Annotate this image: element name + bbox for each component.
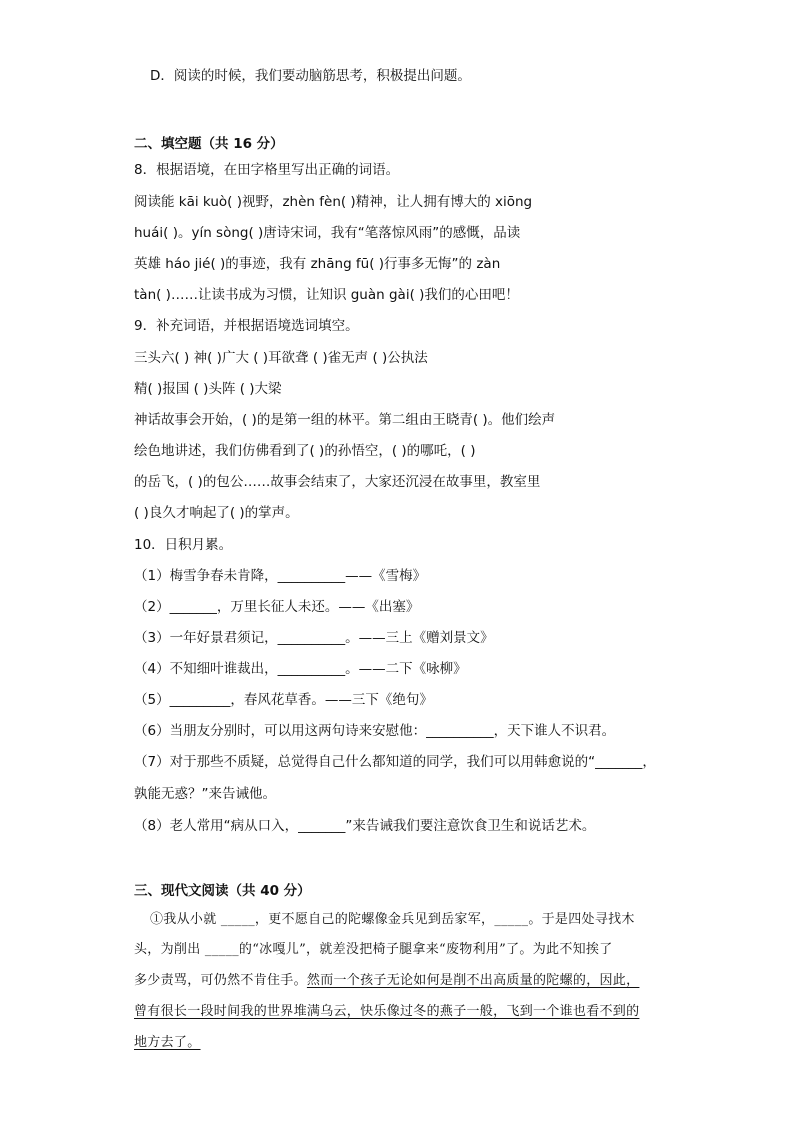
option-d: D．阅读的时候，我们要动脑筋思考，积极提出问题。	[150, 68, 471, 84]
question-8-line: 阅读能 kāi kuò( )视野，zhèn fèn( )精神，让人拥有博大的 xiōng	[134, 194, 533, 210]
question-9-prompt: 9．补充词语，并根据语境选词填空。	[134, 318, 359, 334]
question-8-line: tàn( )……让读书成为习惯，让知识 guàn gài( )我们的心田吧！	[134, 287, 519, 303]
question-8-line: huái( )。yín sòng( )唐诗宋词，我有“笔落惊风雨”的感慨，品读	[134, 225, 521, 241]
question-10-item: （3）一年好景君须记，__________。——三上《赠刘景文》	[134, 630, 494, 646]
question-9-line: 精( )报国 ( )头阵 ( )大梁	[134, 381, 282, 397]
question-9-line: 绘色地讲述，我们仿佛看到了( )的孙悟空，( )的哪吒，( )	[134, 443, 476, 459]
question-10-item: （4）不知细叶谁裁出，__________。——二下《咏柳》	[134, 661, 467, 677]
passage-line: ①我从小就 _____，更不愿自己的陀螺像金兵见到岳家军，_____。于是四处寻找木	[150, 912, 635, 927]
passage-underlined-line: 曾有很长一段时间我的世界堆满乌云，快乐像过冬的燕子一般，飞到一个谁也看不到的	[134, 1004, 640, 1019]
question-10-item: （5）_________，春风花草香。——三下《绝句》	[134, 692, 433, 708]
section-2-title: 二、填空题（共 16 分）	[134, 136, 284, 152]
question-10-item: （6）当朋友分别时，可以用这两句诗来安慰他：__________，天下谁人不识君。	[134, 723, 616, 739]
question-10-item: （2）_______，万里长征人未还。——《出塞》	[134, 599, 420, 615]
question-10-item: （1）梅雪争春未肯降，__________——《雪梅》	[134, 568, 427, 584]
question-9-line: 三头六( ) 神( )广大 ( )耳欲聋 ( )雀无声 ( )公执法	[134, 350, 428, 366]
question-10-item: （8）老人常用“病从口入，_______”来告诫我们要注意饮食卫生和说话艺术。	[134, 818, 596, 834]
passage-line	[134, 971, 639, 991]
question-9-line: 的岳飞，( )的包公……故事会结束了，大家还沉浸在故事里，教室里	[134, 474, 541, 490]
passage-underlined-text: 然而一个孩子无论如何是削不出高质量的陀螺的，因此，	[306, 973, 640, 988]
passage-line: 头，为削出 _____的“冰嘎儿”，就差没把椅子腿拿来“废物利用”了。为此不知挨了	[134, 942, 613, 957]
question-8-prompt: 8．根据语境，在田字格里写出正确的词语。	[134, 162, 400, 178]
question-10-prompt: 10．日积月累。	[134, 537, 233, 553]
passage-plain-text: 多少责骂，可仍然不肯住手。	[134, 973, 307, 988]
question-8-line: 英雄 háo jié( )的事迹，我有 zhāng fū( )行事多无悔”的 zàn	[134, 256, 501, 272]
question-9-line: 神话故事会开始，( )的是第一组的林平。第二组由王晓青( )。他们绘声	[134, 412, 556, 428]
question-10-item: （7）对于那些不质疑，总觉得自己什么都知道的同学，我们可以用韩愈说的“_______，	[134, 754, 656, 770]
question-10-item-continuation: 孰能无惑？”来告诫他。	[134, 786, 276, 802]
question-9-line: ( )良久才响起了( )的掌声。	[134, 505, 299, 521]
passage-underlined-line: 地方去了。	[134, 1035, 201, 1050]
section-3-title: 三、现代文阅读（共 40 分）	[134, 883, 311, 899]
